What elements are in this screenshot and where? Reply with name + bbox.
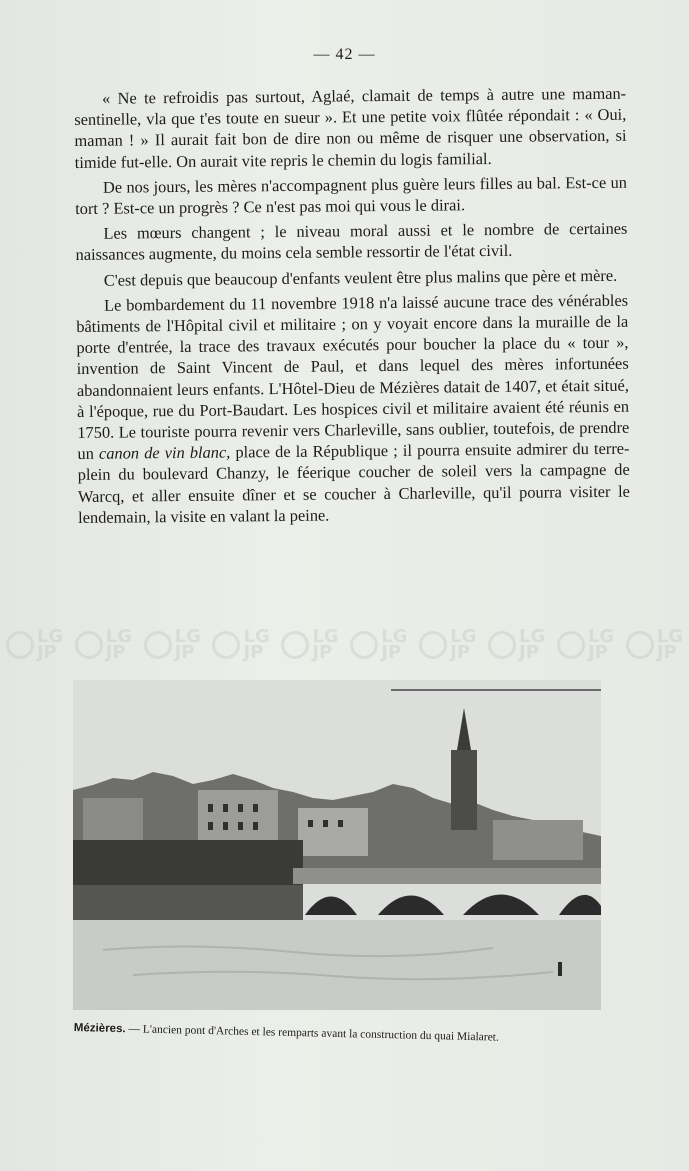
watermark-text bbox=[450, 626, 477, 663]
photo-caption bbox=[74, 1021, 614, 1047]
watermark-circle-icon bbox=[144, 631, 172, 659]
watermark-circle-icon bbox=[350, 631, 378, 659]
watermark-text-bottom: JP bbox=[587, 642, 608, 663]
watermark-logo bbox=[6, 626, 64, 663]
watermark-text-top: LG bbox=[312, 626, 339, 647]
standing-figure bbox=[558, 962, 562, 976]
watermark-logo bbox=[626, 626, 684, 663]
body-text bbox=[74, 83, 630, 534]
watermark-text-bottom: JP bbox=[312, 642, 333, 663]
watermark-text-bottom: JP bbox=[450, 642, 471, 663]
watermark-logo bbox=[281, 626, 339, 663]
watermark-text-bottom: JP bbox=[174, 642, 195, 663]
watermark-circle-icon bbox=[281, 631, 309, 659]
watermark-text-bottom: JP bbox=[105, 642, 126, 663]
watermark-text-top: LG bbox=[381, 626, 408, 647]
watermark-text bbox=[105, 626, 132, 663]
church-tower bbox=[451, 750, 477, 830]
watermark-text-top: LG bbox=[656, 626, 684, 647]
town-bridge-photo bbox=[73, 680, 601, 1010]
watermark-text-top: LG bbox=[519, 626, 546, 647]
watermark-text-top: LG bbox=[587, 626, 615, 647]
watermark-text-top: LG bbox=[174, 626, 201, 647]
watermark-circle-icon bbox=[419, 631, 447, 659]
watermark-logo bbox=[212, 626, 270, 663]
paragraph-3: Les mœurs changent ; le niveau moral aussi et le nombre de certaines naissances augmente, du moins cela semble ressortir de l'état civil. bbox=[75, 218, 628, 265]
riverbank-shadow bbox=[73, 885, 303, 920]
bridge-deck bbox=[293, 868, 601, 884]
watermark-text bbox=[243, 626, 270, 663]
watermark-circle-icon bbox=[626, 631, 654, 659]
watermark-text-bottom: JP bbox=[36, 642, 57, 663]
watermark-text-top: LG bbox=[450, 626, 477, 647]
paragraph-4: C'est depuis que beaucoup d'enfants veulent être plus malins que père et mère. bbox=[103, 265, 618, 290]
watermark-text-bottom: JP bbox=[656, 642, 677, 663]
watermark-text bbox=[381, 626, 408, 663]
watermark-text bbox=[656, 626, 684, 663]
watermark-text-bottom: JP bbox=[381, 642, 402, 663]
watermark-text bbox=[519, 626, 546, 663]
page-number: — 42 — bbox=[313, 46, 376, 63]
watermark-text bbox=[36, 626, 64, 663]
watermark-text-top: LG bbox=[243, 626, 270, 647]
building-block-3 bbox=[298, 808, 368, 856]
watermark-logo bbox=[350, 626, 408, 663]
watermark-text-top: LG bbox=[36, 626, 64, 647]
watermark-logo bbox=[488, 626, 546, 663]
paragraph-1: « Ne te refroidis pas surtout, Aglaé, clamait de temps à autre une maman-sentinelle, vla que t'es toute en sueur ». Et une petite voix flûtée répondait : « Oui, maman ! » Il aurait fait bon de dire non ou même de risquer une observation, si timide fut-elle. On aurait vite repris le chemin du logis familial. bbox=[74, 83, 627, 172]
paragraph-5-end: place de la République ; il pourra ensuite admirer du terre-plein du boulevard Chanzy, le féerique coucher de soleil vers la campagne de Warcq, et aller ensuite dîner et se coucher à Charleville, qu'il pourra visiter le lendemain, la visite en valant la peine. bbox=[77, 438, 630, 527]
watermark-text bbox=[587, 626, 615, 663]
watermark-text-top: LG bbox=[105, 626, 132, 647]
watermark-strip bbox=[0, 622, 689, 668]
photo-water bbox=[73, 920, 601, 1010]
watermark-circle-icon bbox=[6, 631, 34, 659]
building-block-4 bbox=[493, 820, 583, 860]
watermark-text bbox=[174, 626, 201, 663]
paragraph-5-start: Le bombardement du 11 novembre 1918 n'a laissé aucune trace des vénérables bâtiments de l'Hôpital civil et militaire ; on y voyait encore dans la muraille de la porte d'entrée, la trace des travaux exécutés pour boucher la place du « tour », invention de Saint Vincent de Paul, et dans lequel des mères infortunées abandonnaient leurs enfants. L'Hôtel-Dieu de Mézières datait de 1407, et était situé, à l'époque, rue du Port-Baudart. Les hospices civil et militaire avaient été réunis en 1750. Le touriste pourra revenir vers Charleville, sans oublier, toutefois, de prendre un bbox=[76, 290, 630, 464]
watermark-circle-icon bbox=[557, 631, 585, 659]
rampart-wall bbox=[73, 840, 303, 890]
paragraph-2: De nos jours, les mères n'accompagnent plus guère leurs filles au bal. Est-ce un tort ? Est-ce un progrès ? Ce n'est pas moi qui vous le dirai. bbox=[75, 172, 628, 219]
watermark-circle-icon bbox=[212, 631, 240, 659]
paragraph-5-italic: canon de vin blanc, bbox=[98, 442, 231, 464]
watermark-circle-icon bbox=[75, 631, 103, 659]
watermark-logo bbox=[75, 626, 132, 663]
caption-text: — L'ancien pont d'Arches et les remparts avant la construction du quai Mialaret. bbox=[125, 1023, 499, 1044]
watermark-circle-icon bbox=[488, 631, 516, 659]
watermark-logo bbox=[557, 626, 615, 663]
watermark-logo bbox=[419, 626, 477, 663]
watermark-text-bottom: JP bbox=[243, 642, 264, 663]
caption-place: Mézières. bbox=[73, 1021, 126, 1036]
paragraph-5 bbox=[76, 290, 630, 529]
photo-illustration bbox=[73, 680, 601, 1010]
watermark-text-bottom: JP bbox=[519, 642, 539, 663]
watermark-text bbox=[312, 626, 339, 663]
watermark-logo bbox=[144, 626, 201, 663]
